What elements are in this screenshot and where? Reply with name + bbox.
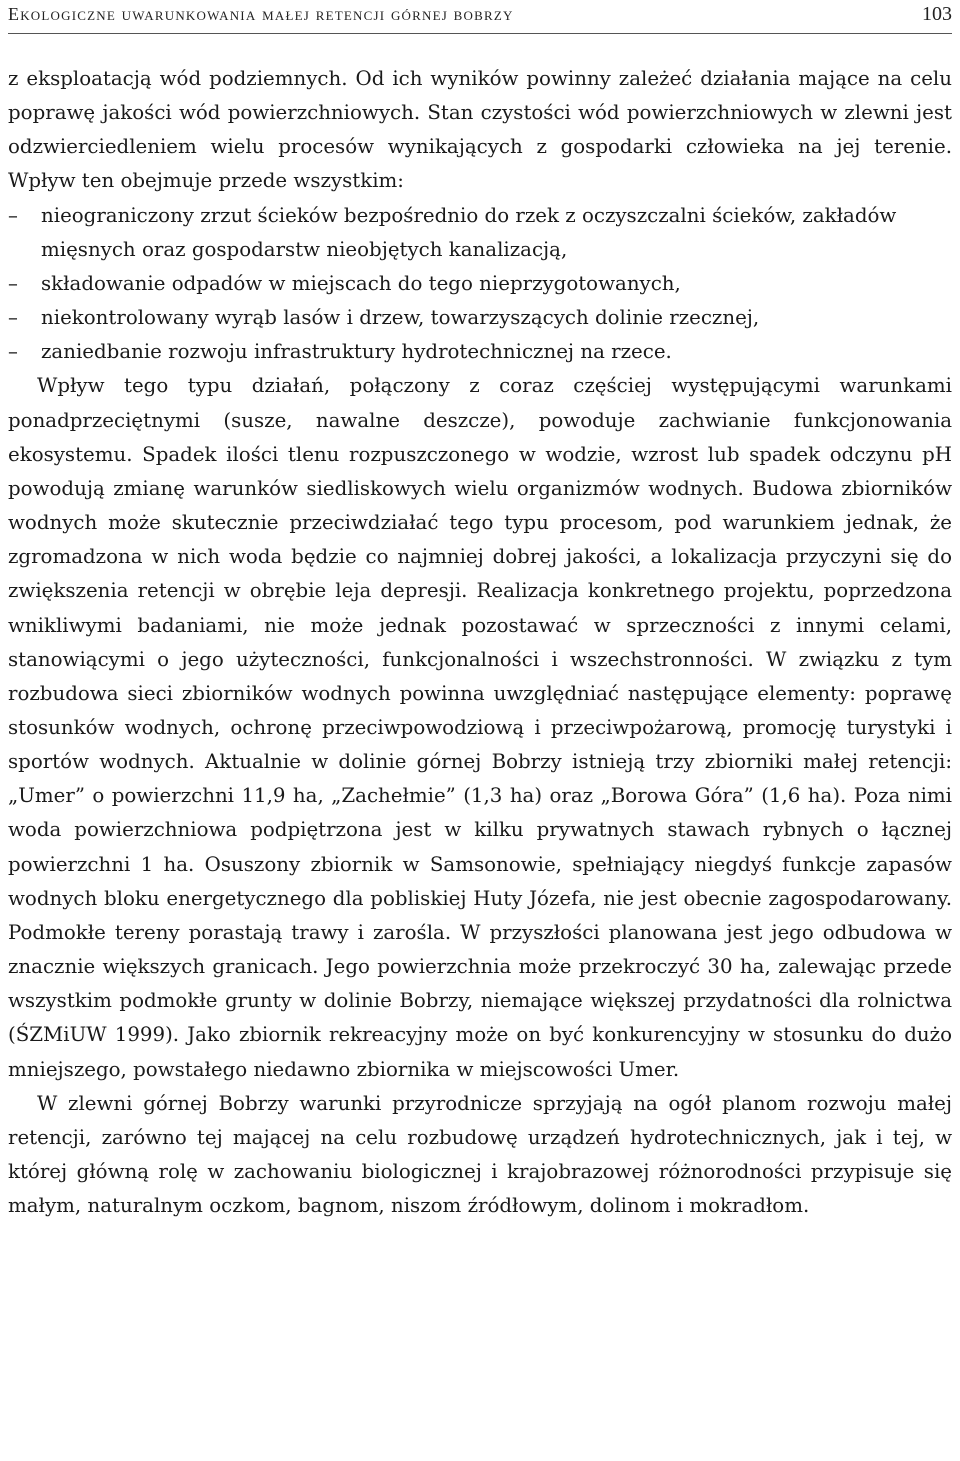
paragraph-2: Wpływ tego typu działań, połączony z coraz częściej występującymi warunkami ponadprzeciętnymi (susze, nawalne deszcze), powoduje zachwianie funkcjonowania ekosystemu. Spadek ilości tlenu rozpuszczonego w wodzie, wzrost lub spadek odczynu pH powodują zmianę warunków siedliskowych wielu organizmów wodnych. Budowa zbiorników wodnych może skutecznie przeciwdziałać tego typu procesom, pod warunkiem jednak, że zgromadzona w nich woda będzie co najmniej dobrej jakości, a lokalizacja przyczyni się do zwiększenia retencji w obrębie leja depresji. Realizacja konkretnego projektu, poprzedzona wnikliwymi badaniami, nie może jednak pozostawać w sprzeczności z innymi celami, stanowiącymi o jego użyteczności, funkcjonalności i wszechstronności. W związku z tym rozbudowa sieci zbiorników wodnych powinna uwzględniać następujące elementy: poprawę stosunków wodnych, ochronę przeciwpowodziową i przeciwpożarową, promocję turystyki i sportów wodnych. Aktualnie w dolinie górnej Bobrzy istnieją trzy zbiorniki małej retencji: „Umer” o powierzchni 11,9 ha, „Zachełmie” (1,3 ha) oraz „Borowa Góra” (1,6 ha). Poza nimi woda powierzchniowa podpiętrzona jest w kilku prywatnych stawach rybnych o łącznej powierzchni 1 ha. Osuszony zbiornik w Samsonowie, spełniający niegdyś funkcje zapasów wodnych bloku energetycznego dla pobliskiej Huty Józefa, nie jest obecnie zagospodarowany. Podmokłe tereny porastają trawy i zarośla. W przyszłości planowana jest jego odbudowa w znacznie większych granicach. Jego powierzchnia może przekroczyć 30 ha, zalewając przede wszystkim podmokłe grunty w dolinie Bobrzy, niemające większej przydatności dla rolnictwa (ŚZMiUW 1999). Jako zbiornik rekreacyjny może on być konkurencyjny w stosunku do dużo mniejszego, powstałego niedawno zbiornika w miejscowości Umer. (8, 374, 952, 1081)
list-item: – składowanie odpadów w miejscach do tego nieprzygotowanych, (8, 267, 952, 301)
page (8, 0, 952, 1223)
running-header (8, 0, 952, 34)
impact-list (8, 199, 952, 370)
page-number: 103 (922, 3, 952, 25)
paragraph-3: W zlewni górnej Bobrzy warunki przyrodnicze sprzyjają na ogół planom rozwoju małej retencji, zarówno tej mającej na celu rozbudowę urządzeń hydrotechnicznych, jak i tej, w której główną rolę w zachowaniu biologicznej i krajobrazowej różnorodności przypisuje się małym, naturalnym oczkom, bagnom, niszom źródłowym, dolinom i mokradłom. (8, 1091, 952, 1218)
list-item: – niekontrolowany wyrąb lasów i drzew, towarzyszących dolinie rzecznej, (8, 301, 952, 335)
body-text (8, 62, 952, 1223)
list-item: – nieograniczony zrzut ścieków bezpośrednio do rzek z oczyszczalni ścieków, zakładów mięsnych oraz gospodarstw nieobjętych kanalizacją, (8, 199, 952, 267)
list-item: – zaniedbanie rozwoju infrastruktury hydrotechnicznej na rzece. (8, 335, 952, 369)
paragraph-1: z eksploatacją wód podziemnych. Od ich wyników powinny zależeć działania mające na celu poprawę jakości wód powierzchniowych. Stan czystości wód powierzchniowych w zlewni jest odzwierciedleniem wielu procesów wynikających z gospodarki człowieka na jej terenie. Wpływ ten obejmuje przede wszystkim: (8, 67, 952, 193)
running-title: Ekologiczne uwarunkowania małej retencji górnej bobrzy (8, 4, 514, 24)
